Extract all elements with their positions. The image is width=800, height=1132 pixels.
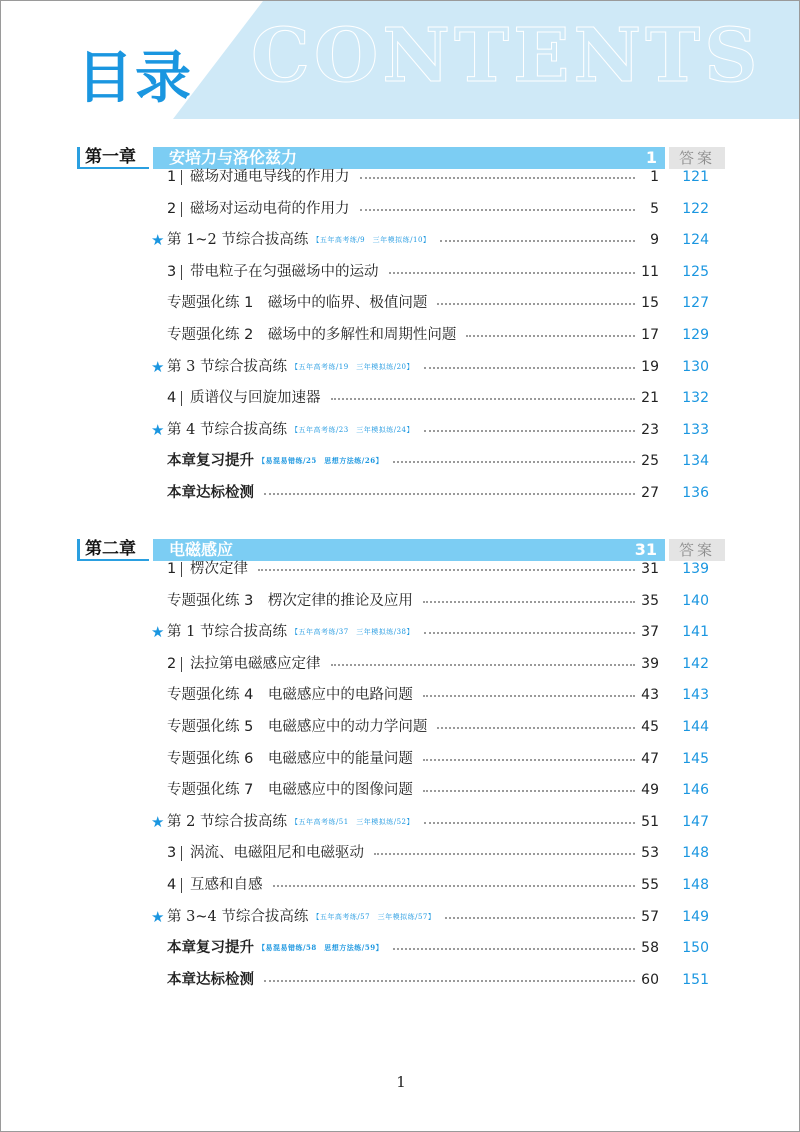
dot-leader xyxy=(437,303,635,305)
toc-entry[interactable] xyxy=(77,419,727,441)
dot-leader xyxy=(360,209,635,211)
entry-page-number: 43 xyxy=(641,687,659,704)
entry-answer-page[interactable]: 143 xyxy=(682,687,709,704)
entry-answer-page[interactable]: 124 xyxy=(682,232,709,249)
toc-entry[interactable] xyxy=(77,937,727,959)
entry-title xyxy=(167,621,414,643)
toc-entry[interactable] xyxy=(77,716,727,738)
toc-entry[interactable] xyxy=(77,874,727,896)
entry-subtitle: 【五年高考练/9 三年模拟练/10】 xyxy=(312,236,431,245)
entry-page-number: 57 xyxy=(641,908,659,925)
dot-leader xyxy=(437,727,635,729)
entry-title xyxy=(167,779,413,801)
entry-title-text: 本章复习提升 xyxy=(167,453,254,470)
entry-title xyxy=(167,482,254,504)
toc-entry[interactable] xyxy=(77,229,727,251)
entry-answer-page[interactable]: 142 xyxy=(682,655,709,672)
entry-title xyxy=(167,450,383,472)
entry-title xyxy=(167,229,430,251)
toc-entry[interactable] xyxy=(77,621,727,643)
dot-leader xyxy=(393,461,635,463)
dot-leader xyxy=(393,948,635,950)
dot-leader xyxy=(424,632,635,634)
entry-page-number: 17 xyxy=(641,327,659,343)
entry-title-text: 专题强化练 5 电磁感应中的动力学问题 xyxy=(167,719,428,735)
star-icon: ★ xyxy=(151,231,165,250)
entry-answer-page[interactable]: 145 xyxy=(682,750,709,767)
entry-title-text: 带电粒子在匀强磁场中的运动 xyxy=(190,263,379,280)
section-divider xyxy=(181,657,182,672)
entry-title-text: 专题强化练 7 电磁感应中的图像问题 xyxy=(167,782,413,799)
answer-column-header: 答案 xyxy=(669,539,725,561)
chapter-section xyxy=(77,539,727,1018)
entry-page-number: 51 xyxy=(641,813,659,830)
toc-entry[interactable] xyxy=(77,842,727,864)
entry-page-number: 37 xyxy=(641,624,659,641)
entry-answer-page[interactable]: 151 xyxy=(682,971,709,988)
entry-subtitle: 【五年高考练/23 三年模拟练/24】 xyxy=(290,425,414,434)
page-title: 目录 xyxy=(77,46,193,111)
entry-title-text: 专题强化练 4 电磁感应中的电路问题 xyxy=(167,687,413,704)
entry-title-text: 质谱仪与回旋加速器 xyxy=(190,390,321,407)
entry-title-text: 本章复习提升 xyxy=(167,940,254,957)
dot-leader xyxy=(331,664,635,666)
toc-entry[interactable] xyxy=(77,684,727,706)
star-icon: ★ xyxy=(151,907,165,926)
entry-subtitle: 【五年高考练/57 三年模拟练/57】 xyxy=(312,912,436,921)
entry-answer-page[interactable]: 129 xyxy=(682,327,709,343)
entry-title xyxy=(190,387,321,409)
entry-page-number: 45 xyxy=(641,719,659,735)
section-number: 2 xyxy=(167,655,177,672)
entry-page-number: 15 xyxy=(641,295,659,312)
entry-page-number: 47 xyxy=(641,750,659,767)
entry-answer-page[interactable]: 132 xyxy=(682,390,709,407)
entry-title xyxy=(167,811,414,833)
dot-leader xyxy=(264,493,635,495)
chapter-title: 电磁感应 xyxy=(169,540,234,559)
entry-answer-page[interactable]: 149 xyxy=(682,908,709,925)
toc-entry[interactable] xyxy=(77,387,727,409)
entry-title xyxy=(167,419,414,441)
entry-title xyxy=(167,906,435,928)
entry-title-text: 本章达标检测 xyxy=(167,485,254,501)
page-number: 1 xyxy=(396,1073,406,1091)
answer-column-header: 答案 xyxy=(669,147,725,169)
section-divider xyxy=(181,265,182,280)
entry-subtitle: 【五年高考练/19 三年模拟练/20】 xyxy=(290,362,414,371)
entry-answer-page[interactable]: 133 xyxy=(682,421,709,438)
toc-entry[interactable] xyxy=(77,748,727,770)
entry-title-text: 专题强化练 2 磁场中的多解性和周期性问题 xyxy=(167,327,457,343)
chapter-title: 安培力与洛伦兹力 xyxy=(169,148,298,167)
entry-title xyxy=(190,558,248,580)
star-icon: ★ xyxy=(151,623,165,642)
entry-answer-page[interactable]: 130 xyxy=(682,358,709,375)
star-icon: ★ xyxy=(151,812,165,831)
entry-title xyxy=(167,356,414,378)
entry-page-number: 49 xyxy=(641,782,659,799)
entry-page-number: 5 xyxy=(650,200,659,217)
section-divider xyxy=(181,846,182,861)
entry-page-number: 21 xyxy=(641,390,659,407)
toc-entry[interactable] xyxy=(77,590,727,612)
star-icon: ★ xyxy=(151,357,165,376)
dot-leader xyxy=(374,853,635,855)
section-number: 2 xyxy=(167,200,177,217)
entry-title-text: 楞次定律 xyxy=(190,561,248,577)
entry-answer-page[interactable]: 136 xyxy=(682,485,709,501)
entry-title-text: 本章达标检测 xyxy=(167,971,254,988)
dot-leader xyxy=(424,367,635,369)
section-number: 1 xyxy=(167,169,177,185)
contents-watermark: CONTENTS xyxy=(251,13,762,99)
toc-entry[interactable] xyxy=(77,653,727,675)
entry-page-number: 55 xyxy=(641,877,659,893)
star-icon: ★ xyxy=(151,420,165,439)
entry-title-text: 涡流、电磁阻尼和电磁驱动 xyxy=(190,845,364,862)
entry-title xyxy=(167,684,413,706)
entry-page-number: 9 xyxy=(650,232,659,249)
section-number: 1 xyxy=(167,561,177,577)
toc-entry[interactable] xyxy=(77,324,727,346)
entry-title xyxy=(190,842,364,864)
chapter-section xyxy=(77,147,727,532)
entry-page-number: 35 xyxy=(641,592,659,609)
dot-leader xyxy=(466,335,635,337)
entry-subtitle: 【易混易错练/58 思想方法练/59】 xyxy=(258,943,384,953)
header xyxy=(1,1,800,121)
entry-answer-page[interactable]: 148 xyxy=(682,877,709,893)
entry-page-number: 25 xyxy=(641,453,659,470)
toc-entry[interactable] xyxy=(77,779,727,801)
entry-page-number: 11 xyxy=(641,263,659,280)
dot-leader xyxy=(440,240,635,242)
entry-title xyxy=(190,198,350,220)
entry-page-number: 60 xyxy=(641,971,659,988)
section-divider xyxy=(181,202,182,217)
entry-answer-page[interactable]: 140 xyxy=(682,592,709,609)
entry-title xyxy=(167,937,383,959)
dot-leader xyxy=(424,430,635,432)
entry-page-number: 1 xyxy=(650,169,659,185)
entry-page-number: 58 xyxy=(641,940,659,957)
entry-answer-page[interactable]: 144 xyxy=(682,719,709,735)
entry-title-text: 磁场对运动电荷的作用力 xyxy=(190,200,350,217)
entry-answer-page[interactable]: 122 xyxy=(682,200,709,217)
section-divider xyxy=(181,878,182,893)
entry-title xyxy=(190,166,350,188)
section-number: 3 xyxy=(167,845,177,862)
section-divider xyxy=(181,170,182,185)
entry-page-number: 27 xyxy=(641,485,659,501)
entry-answer-page[interactable]: 146 xyxy=(682,782,709,799)
section-number: 4 xyxy=(167,390,177,407)
chapter-page-number: 31 xyxy=(634,540,657,559)
entry-title-text: 第 2 节综合拔高练 xyxy=(167,813,287,830)
entry-title xyxy=(167,590,413,612)
toc-entry[interactable] xyxy=(77,906,727,928)
toc-entry[interactable] xyxy=(77,482,727,504)
entry-answer-page[interactable]: 134 xyxy=(682,453,709,470)
dot-leader xyxy=(389,272,635,274)
entry-answer-page[interactable]: 147 xyxy=(682,813,709,830)
entry-answer-page[interactable]: 121 xyxy=(682,169,709,185)
section-divider xyxy=(181,562,182,577)
section-number: 3 xyxy=(167,263,177,280)
entry-answer-page[interactable]: 125 xyxy=(682,263,709,280)
entry-title xyxy=(190,261,379,283)
dot-leader xyxy=(264,980,635,982)
entry-title-text: 第 3 节综合拔高练 xyxy=(167,358,287,375)
entry-subtitle: 【五年高考练/37 三年模拟练/38】 xyxy=(290,628,414,637)
dot-leader xyxy=(258,569,635,571)
entry-title xyxy=(167,324,456,346)
chapter-label: 第二章 xyxy=(77,539,149,561)
section-divider xyxy=(181,391,182,406)
entry-title-text: 磁场对通电导线的作用力 xyxy=(190,169,350,185)
chapter-label: 第一章 xyxy=(77,147,149,169)
entry-title-text: 第 1~2 节综合拔高练 xyxy=(167,232,309,249)
dot-leader xyxy=(423,790,635,792)
entry-title xyxy=(167,292,427,314)
dot-leader xyxy=(423,601,635,603)
entry-page-number: 31 xyxy=(641,561,659,577)
entry-title-text: 第 3~4 节综合拔高练 xyxy=(167,908,309,925)
dot-leader xyxy=(423,759,635,761)
entry-title xyxy=(167,969,254,991)
entry-subtitle: 【五年高考练/51 三年模拟练/52】 xyxy=(290,817,414,826)
entry-title xyxy=(167,716,427,738)
toc-entry[interactable] xyxy=(77,166,727,188)
entry-answer-page[interactable]: 139 xyxy=(682,561,709,577)
dot-leader xyxy=(331,398,635,400)
section-number: 4 xyxy=(167,877,177,893)
entry-answer-page[interactable]: 127 xyxy=(682,295,709,312)
entry-answer-page[interactable]: 141 xyxy=(682,624,709,641)
toc-entry[interactable] xyxy=(77,261,727,283)
dot-leader xyxy=(273,885,635,887)
toc-entry[interactable] xyxy=(77,558,727,580)
entry-title xyxy=(167,748,413,770)
entry-title-text: 专题强化练 6 电磁感应中的能量问题 xyxy=(167,750,413,767)
entry-answer-page[interactable]: 150 xyxy=(682,940,709,957)
entry-title-text: 专题强化练 3 楞次定律的推论及应用 xyxy=(167,592,413,609)
chapter-page-number: 1 xyxy=(645,148,657,167)
entry-title-text: 互感和自感 xyxy=(190,877,263,893)
entry-page-number: 19 xyxy=(641,358,659,375)
entry-subtitle: 【易混易错练/25 思想方法练/26】 xyxy=(258,456,384,466)
entry-title xyxy=(190,653,321,675)
toc-entry[interactable] xyxy=(77,198,727,220)
entry-title xyxy=(190,874,263,896)
toc-entry[interactable] xyxy=(77,356,727,378)
entry-page-number: 39 xyxy=(641,655,659,672)
entry-title-text: 专题强化练 1 磁场中的临界、极值问题 xyxy=(167,295,428,312)
toc-entry[interactable] xyxy=(77,969,727,991)
toc-entry[interactable] xyxy=(77,811,727,833)
entry-answer-page[interactable]: 148 xyxy=(682,845,709,862)
dot-leader xyxy=(360,177,635,179)
dot-leader xyxy=(424,822,635,824)
entry-page-number: 53 xyxy=(641,845,659,862)
dot-leader xyxy=(423,695,635,697)
entry-title-text: 第 4 节综合拔高练 xyxy=(167,421,287,438)
entry-page-number: 23 xyxy=(641,421,659,438)
toc-entry[interactable] xyxy=(77,292,727,314)
dot-leader xyxy=(445,917,635,919)
entry-title-text: 第 1 节综合拔高练 xyxy=(167,624,287,641)
toc-entry[interactable] xyxy=(77,450,727,472)
entry-title-text: 法拉第电磁感应定律 xyxy=(190,655,321,672)
